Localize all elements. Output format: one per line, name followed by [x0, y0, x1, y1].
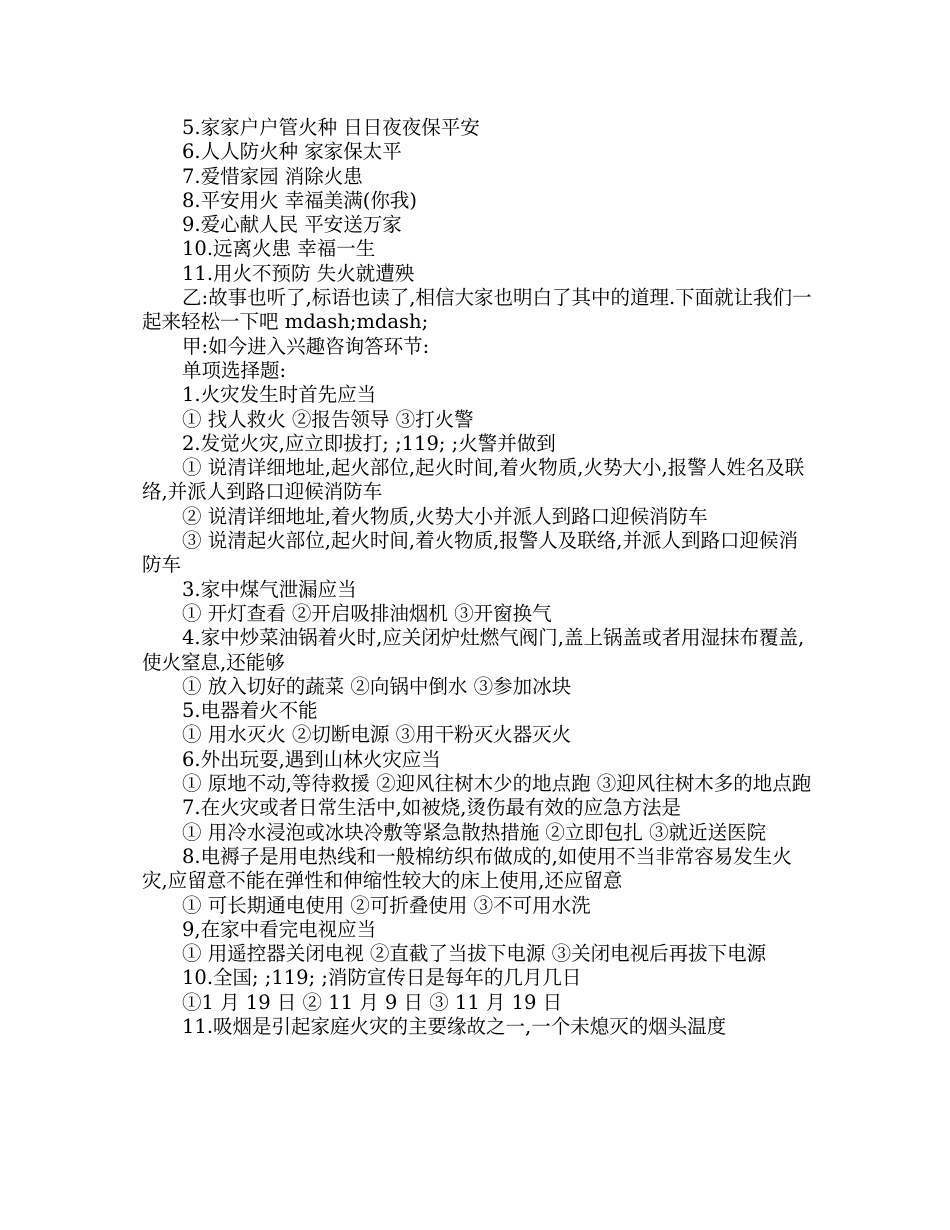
- question-2: 2.发觉火灾,应立即拔打; ;119; ;火警并做到: [182, 431, 556, 455]
- question-11: 11.吸烟是引起家庭火灾的主要缘故之一,一个未熄灭的烟头温度: [182, 1014, 727, 1038]
- question-8-options: ① 可长期通电使用 ②可折叠使用 ③不可用水洗: [182, 893, 591, 917]
- question-2-option-2: ② 说清详细地址,着火物质,火势大小并派人到路口迎候消防车: [182, 504, 708, 528]
- question-9: 9,在家中看完电视应当: [182, 917, 377, 941]
- slogan-8: 8.平安用火 幸福美满(你我): [182, 188, 418, 212]
- slogan-10: 10.远离火患 幸福一生: [182, 237, 376, 261]
- question-4-options: ① 放入切好的蔬菜 ②向锅中倒水 ③参加冰块: [182, 674, 572, 698]
- slogan-6: 6.人人防火种 家家保太平: [182, 140, 402, 164]
- question-7: 7.在火灾或者日常生活中,如被烧,烫伤最有效的应急方法是: [182, 796, 682, 820]
- slogan-5: 5.家家户户管火种 日日夜夜保平安: [182, 116, 480, 139]
- question-5: 5.电器着火不能: [182, 699, 318, 723]
- slogan-11: 11.用火不预防 失火就遭殃: [182, 261, 415, 285]
- question-2-option-3: ③ 说清起火部位,起火时间,着火物质,报警人及联络,并派人到路口迎候消防车: [142, 529, 798, 577]
- question-1-options: ① 找人救火 ②报告领导 ③打火警: [182, 407, 474, 431]
- section-heading: 单项选择题:: [182, 358, 287, 382]
- question-3-options: ① 开灯查看 ②开启吸排油烟机 ③开窗换气: [182, 601, 552, 625]
- slogan-9: 9.爱心献人民 平安送万家: [182, 213, 402, 237]
- question-3: 3.家中煤气泄漏应当: [182, 577, 357, 601]
- question-4: 4.家中炒菜油锅着火时,应关闭炉灶燃气阀门,盖上锅盖或者用湿抹布覆盖,使火窒息,还能够: [142, 626, 805, 674]
- question-8: 8.电褥子是用电热线和一般棉纺织布做成的,如使用不当非常容易发生火灾,应留意不能在弹性和伸缩性较大的床上使用,还应留意: [142, 844, 792, 893]
- question-10: 10.全国; ;119; ;消防宣传日是每年的几月几日: [182, 966, 582, 990]
- question-10-options: ①1 月 19 日 ② 11 月 9 日 ③ 11 月 19 日: [182, 990, 563, 1014]
- dialogue-yi: 乙:故事也听了,标语也读了,相信大家也明白了其中的道理.下面就让我们一起来轻松一下吧 mdash;mdash;: [142, 286, 812, 334]
- question-1: 1.火灾发生时首先应当: [182, 383, 377, 407]
- question-6-options: ① 原地不动,等待救援 ②迎风往树木少的地点跑 ③迎风往树木多的地点跑: [182, 772, 812, 796]
- question-2-option-1: ① 说清详细地址,起火部位,起火时间,着火物质,火势大小,报警人姓名及联络,并派人到路口迎候消防车: [142, 456, 805, 504]
- question-5-options: ① 用水灭火 ②切断电源 ③用干粉灭火器灭火: [182, 723, 572, 747]
- question-9-options: ① 用遥控器关闭电视 ②直截了当拔下电源 ③关闭电视后再拔下电源: [182, 942, 767, 966]
- slogan-7: 7.爱惜家园 消除火患: [182, 164, 363, 188]
- document-body: [142, 116, 814, 1039]
- dialogue-jia: 甲:如今进入兴趣咨询答环节:: [182, 334, 430, 358]
- question-7-options: ① 用冷水浸泡或冰块冷敷等紧急散热措施 ②立即包扎 ③就近送医院: [182, 820, 767, 844]
- question-6: 6.外出玩耍,遇到山林火灾应当: [182, 747, 441, 771]
